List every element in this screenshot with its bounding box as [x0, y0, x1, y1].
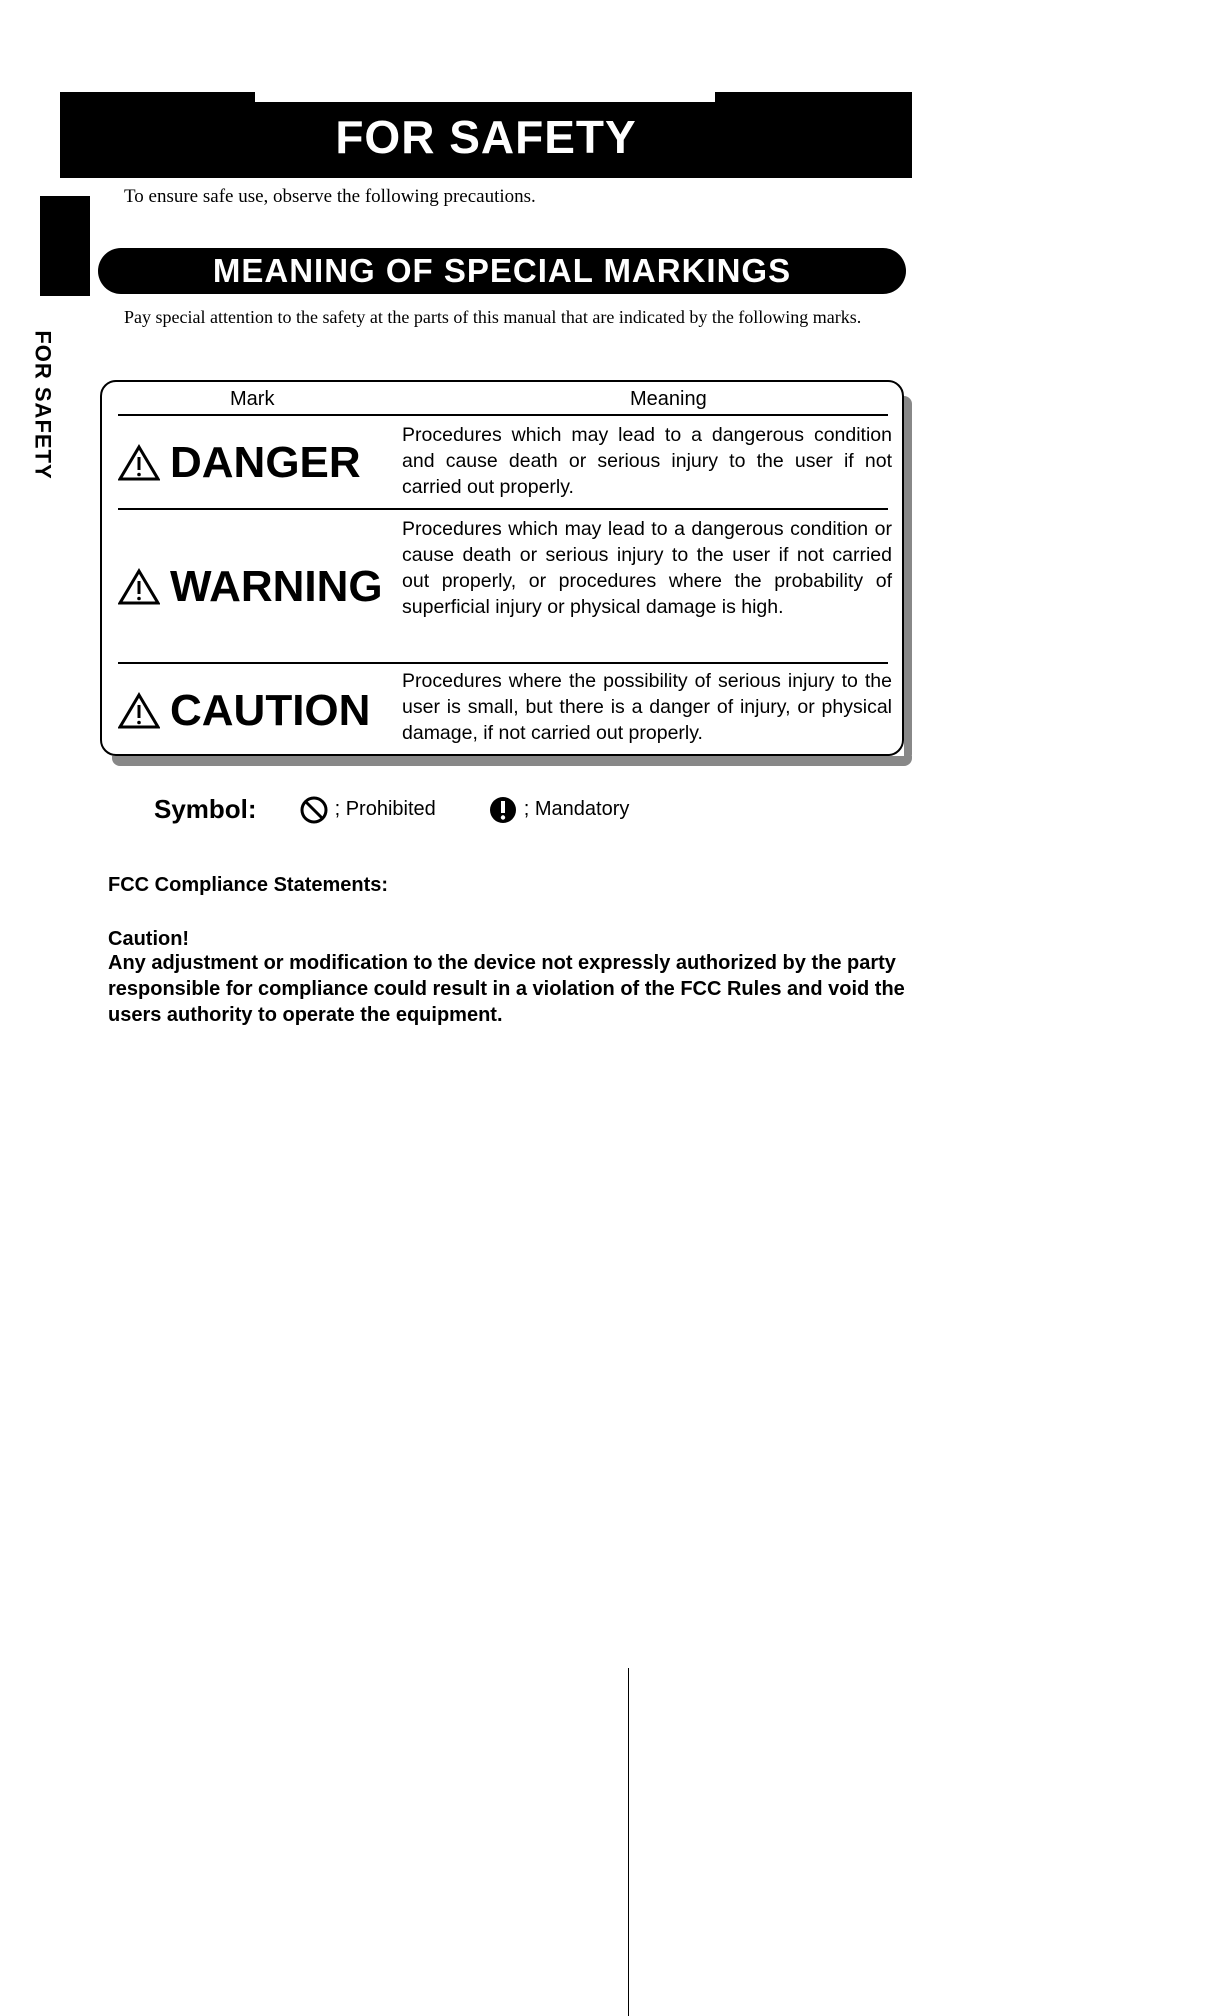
table-header-mark: Mark: [230, 388, 275, 410]
section-heading: MEANING OF SPECIAL MARKINGS: [212, 252, 792, 289]
side-tab-label: FOR SAFETY: [31, 330, 56, 480]
mark-warning: [118, 562, 383, 612]
page-title: FOR SAFETY: [335, 111, 637, 163]
mark-caution: [118, 686, 370, 736]
table-row-divider: [118, 508, 888, 510]
side-tab: [28, 310, 58, 500]
prohibited-icon: [299, 795, 329, 825]
mark-caution-meaning: Procedures where the possibility of serious injury to the user is small, but there is a danger of injury, or physical damage, if not carried out properly.: [402, 670, 892, 744]
symbol-prohibited: [299, 795, 436, 825]
page-intro: To ensure safe use, observe the following precautions.: [124, 186, 536, 207]
table-header-meaning: Meaning: [630, 388, 707, 410]
mark-warning-label: WARNING: [170, 562, 383, 611]
page-divider-line: [628, 1668, 629, 2016]
symbol-prohibited-label: ; Prohibited: [334, 798, 436, 820]
warning-triangle-icon: [118, 568, 160, 606]
symbol-legend-title: Symbol:: [154, 794, 257, 824]
title-bar-notch: [255, 92, 715, 102]
warning-triangle-icon: [118, 444, 160, 482]
mark-danger: [118, 438, 361, 488]
mark-warning-meaning: Procedures which may lead to a dangerous condition or cause death or serious injury to the user if not carried out properly, or procedures where the probability of superficial injury or physical damage is high.: [402, 518, 892, 618]
marks-table-shadow-right: [904, 396, 912, 762]
mark-danger-label: DANGER: [170, 438, 361, 487]
mark-danger-meaning: Procedures which may lead to a dangerous condition and cause death or serious injury to the user if not carried out properly.: [402, 424, 892, 498]
table-row-divider: [118, 662, 888, 664]
side-tab-marker: [40, 196, 90, 296]
fcc-caution-text: Any adjustment or modification to the device not expressly authorized by the party responsible for compliance could result in a violation of the FCC Rules and void the users authority to operate the equipment.: [108, 952, 905, 1026]
warning-triangle-icon: [118, 692, 160, 730]
fcc-caution-title: Caution!: [108, 928, 190, 950]
mark-caution-label: CAUTION: [170, 686, 371, 735]
section-intro: Pay special attention to the safety at the parts of this manual that are indicated by the following marks.: [124, 307, 862, 327]
fcc-heading: FCC Compliance Statements:: [108, 874, 389, 896]
mandatory-icon: [488, 795, 518, 825]
table-header-rule: [118, 414, 888, 416]
section-heading-banner: [98, 248, 906, 294]
symbol-mandatory: [488, 795, 630, 825]
marks-table-shadow: [112, 756, 912, 766]
page-title-bar: [60, 92, 912, 178]
symbol-legend: [154, 794, 681, 825]
symbol-mandatory-label: ; Mandatory: [523, 798, 630, 820]
